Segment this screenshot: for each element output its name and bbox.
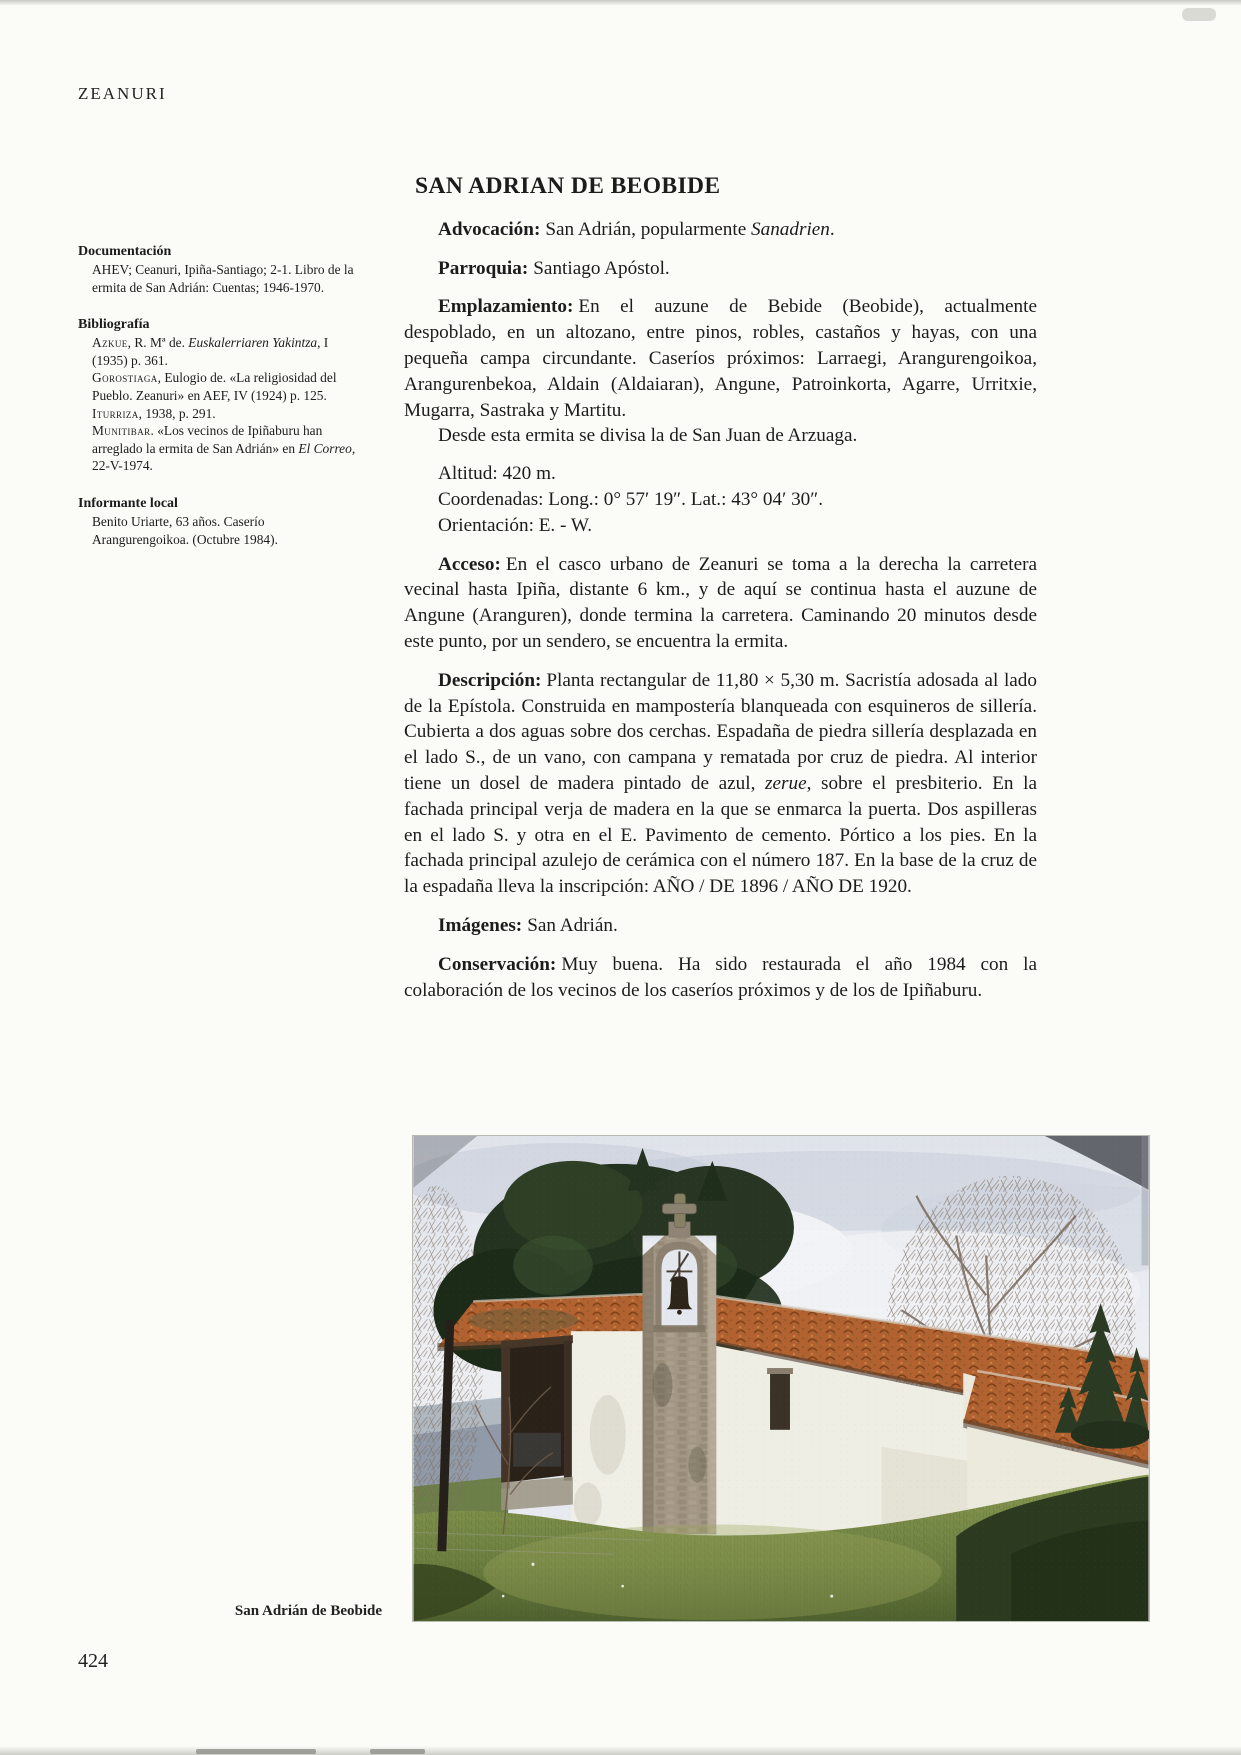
bibliografia-entry: Azkue, R. Mª de. Euskalerriaren Yakintza, I (1935) p. 361.: [92, 335, 329, 368]
bibliografia-entry: Gorostiaga, Eulogio de. «La religiosidad del Pueblo. Zeanuri» en AEF, IV (1924) p. 125.: [92, 370, 337, 403]
documentacion-entry: AHEV; Ceanuri, Ipiña-Santiago; 2-1. Libro de la ermita de San Adrián: Cuentas; 1946-1970.: [92, 262, 354, 295]
documentacion-heading: Documentación: [78, 244, 172, 259]
line-altitud: Altitud: 420 m.: [438, 463, 556, 485]
scan-artifact-dash: [370, 1749, 425, 1754]
para-imagenes: Imágenes: San Adrián.: [438, 914, 618, 936]
scan-artifact-smudge: [1182, 8, 1216, 21]
informante-heading: Informante local: [78, 495, 178, 511]
sidebar: [78, 244, 364, 569]
article: [404, 174, 1037, 1016]
photo-caption: San Adrián de Beobide: [234, 1603, 382, 1619]
para-desde-esta-ermita: Desde esta ermita se divisa la de San Juan de Arzuaga.: [438, 425, 858, 447]
bibliografia-entry: Iturriza, 1938, p. 291.: [92, 405, 216, 421]
hermitage-photo-graphic: [413, 1136, 1149, 1621]
para-parroquia: Parroquia: Santiago Apóstol.: [438, 257, 670, 279]
running-header: ZEANURI: [78, 84, 167, 103]
scan-artifact-top-edge: [0, 0, 1241, 6]
bibliografia-heading: Bibliografía: [78, 317, 150, 333]
para-descripcion: Descripción: Planta rectangular de 11,80 × 5,30 m. Sacristía adosada al lado de la Epístola. Construida en mampostería blanqueada con esquineros de sillería. Cubierta a dos aguas sobre dos cerchas. Espadaña de piedra sillería desplazada en el lado S., de un vano, con campana y rematada por cruz de piedra. Al interior tiene un dosel de madera pintado de azul, zerue, sobre el presbiterio. En la fachada principal verja de madera en la que se enmarca la puerta. Dos aspilleras en el lado S. y otra en el E. Pavimento de cemento. Pórtico a los pies. En la fachada principal azulejo de cerámica con el número 187. En la base de la cruz de la espadaña lleva la inscripción: AÑO / DE 1896 / AÑO DE 1920.: [404, 669, 1037, 898]
informante-entry: Benito Uriarte, 63 años. Caserío Arangurengoikoa. (Octubre 1984).: [92, 513, 278, 547]
scan-artifact-bottom-edge: [0, 1746, 1241, 1755]
sidebar-section-bibliografia: [78, 317, 364, 475]
sidebar-section-documentacion: [78, 244, 364, 296]
para-acceso: Acceso: En el casco urbano de Zeanuri se toma a la derecha la carretera vecinal hasta Ipiña, distante 6 km., y de aquí se continua hasta el auzune de Angune (Aranguren), donde termina la carretera. Caminando 20 minutos desde este punto, por un sendero, se encuentra la ermita.: [404, 553, 1037, 652]
article-title: SAN ADRIAN DE BEOBIDE: [415, 173, 721, 199]
para-advocacion: Advocación: San Adrián, popularmente Sanadrien.: [438, 218, 835, 240]
scan-artifact-dash: [196, 1749, 316, 1754]
line-coordenadas: Coordenadas: Long.: 0° 57′ 19″. Lat.: 43° 04′ 30″.: [438, 488, 824, 510]
sidebar-section-informante-local: [78, 496, 364, 548]
para-conservacion: Conservación: Muy buena. Ha sido restaurada el año 1984 con la colaboración de los vecinos de los caseríos próximos y de los de Ipiñaburu.: [404, 953, 1037, 1001]
para-emplazamiento: Emplazamiento: En el auzune de Bebide (Beobide), actualmente despoblado, en un altozano, entre pinos, robles, castaños y hayas, con una pequeña campa circundante. Caseríos próximos: Larraegi, Arangurengoikoa, Arangurenbekoa, Aldain (Aldaiaran), Angune, Patroinkorta, Agarre, Urritxie, Mugarra, Sastraka y Martitu.: [404, 296, 1037, 421]
line-orientacion: Orientación: E. - W.: [438, 514, 592, 536]
page-number: 424: [78, 1650, 108, 1672]
photo-san-adrian-de-beobide: [412, 1135, 1150, 1622]
bibliografia-entry: Munitibar. «Los vecinos de Ipiñaburu han arreglado la ermita de San Adrián» en El Correo, 22-V-1974.: [92, 423, 356, 474]
